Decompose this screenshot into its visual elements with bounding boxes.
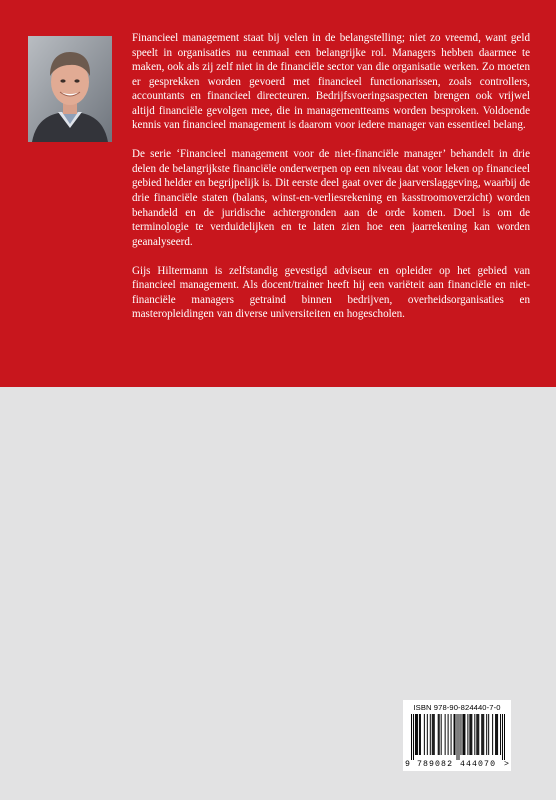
barcode-bars bbox=[411, 714, 505, 760]
barcode-bar bbox=[488, 714, 489, 755]
barcode-bar bbox=[417, 714, 418, 755]
barcode-bar bbox=[464, 714, 465, 755]
barcode-bar bbox=[486, 714, 487, 755]
barcode-bar bbox=[502, 714, 503, 760]
barcode-bar bbox=[470, 714, 471, 755]
red-cover-panel bbox=[0, 0, 556, 387]
barcode-bar bbox=[467, 714, 468, 755]
barcode-bar bbox=[433, 714, 434, 755]
barcode-bar bbox=[492, 714, 493, 755]
barcode-bar bbox=[478, 714, 479, 755]
barcode-bar bbox=[420, 714, 421, 755]
barcode-bar bbox=[427, 714, 428, 755]
barcode-bar bbox=[434, 714, 435, 755]
barcode-bar bbox=[416, 714, 417, 755]
barcode-arrow: > bbox=[504, 760, 509, 769]
barcode-bar bbox=[454, 714, 455, 755]
barcode-right-digits: 444070 bbox=[460, 760, 497, 769]
isbn-label: ISBN 978-90-824440-7-0 bbox=[413, 703, 501, 712]
barcode-bar bbox=[430, 714, 431, 755]
barcode-bar bbox=[441, 714, 442, 755]
author-bio-paragraph: Gijs Hiltermann is zelfstandig gevestigd adviseur en opleider op het gebied van financieel management. Als docent/trainer heeft hij een variëteit aan financiële en niet-financiële managers getraind binnen bedrijven, overheidsorganisaties en masteropleidingen van diverse universiteiten en hogescholen. bbox=[132, 264, 530, 321]
barcode-bar bbox=[496, 714, 497, 755]
barcode-bar bbox=[469, 714, 470, 755]
author-photo bbox=[28, 36, 112, 142]
barcode-bar bbox=[481, 714, 482, 755]
isbn-barcode bbox=[403, 700, 511, 771]
barcode-bar bbox=[495, 714, 496, 755]
barcode-bar bbox=[500, 714, 501, 755]
barcode-bar bbox=[483, 714, 484, 755]
barcode-bar bbox=[471, 714, 472, 755]
barcode-bar bbox=[457, 714, 458, 760]
barcode-bar bbox=[497, 714, 498, 755]
barcode-first-digit: 9 bbox=[405, 760, 410, 769]
barcode-bar bbox=[482, 714, 483, 755]
barcode-bar bbox=[455, 714, 456, 755]
barcode-bar bbox=[476, 714, 477, 755]
barcode-bar bbox=[448, 714, 449, 755]
barcode-bar bbox=[477, 714, 478, 755]
barcode-bar bbox=[415, 714, 416, 755]
back-cover-text bbox=[132, 31, 530, 336]
barcode-left-digits: 789082 bbox=[417, 760, 454, 769]
barcode-digits bbox=[403, 760, 511, 770]
barcode-bar bbox=[474, 714, 475, 755]
barcode-bar bbox=[463, 714, 464, 755]
barcode-bar bbox=[411, 714, 412, 760]
barcode-bar bbox=[439, 714, 440, 755]
author-portrait-icon bbox=[28, 36, 112, 142]
intro-paragraph: Financieel management staat bij velen in de belangstelling; niet zo vreemd, want geld speelt in organisaties nu eenmaal een belangrijke rol. Managers hebben daarmee te maken, ook als zij zelf niet in de financiële sector van die organisatie werken. Zo moeten er gesprekken worden gevoerd met financieel functionarissen, zoals controllers, accountants en financieel directeuren. Bedrijfsvoeringsaspecten brengen ook vrijwel altijd financiële gevolgen mee, die in managementteams worden besproken. Voldoende kennis van financieel management is daarom voor iedere manager van essentieel belang. bbox=[132, 32, 530, 132]
barcode-bar bbox=[504, 714, 505, 760]
series-paragraph: De serie ‘Financieel management voor de niet-financiële manager’ behandelt in drie delen de belangrijkste financiële onderwerpen op een niveau dat voor leken op financieel gebied helder en begrijpelijk is. Dit eerste deel gaat over de jaarverslaggeving, waarbij de drie financiële staten (balans, winst-en-verliesrekening en kasstroomoverzicht) worden behandeld en de juridische achtergronden aan de orde komen. Doel is om de terminologie te verduidelijken en te laten zien hoe een jaarrekening kan worden geanalyseerd. bbox=[132, 148, 530, 248]
barcode-bar bbox=[432, 714, 433, 755]
barcode-bar bbox=[419, 714, 420, 755]
barcode-bar bbox=[451, 714, 452, 755]
barcode-bar bbox=[424, 714, 425, 755]
barcode-bar bbox=[438, 714, 439, 755]
barcode-bar bbox=[413, 714, 414, 760]
barcode-bar bbox=[458, 714, 459, 760]
barcode-bar bbox=[462, 714, 463, 755]
barcode-bar bbox=[460, 714, 461, 755]
barcode-bar bbox=[445, 714, 446, 755]
